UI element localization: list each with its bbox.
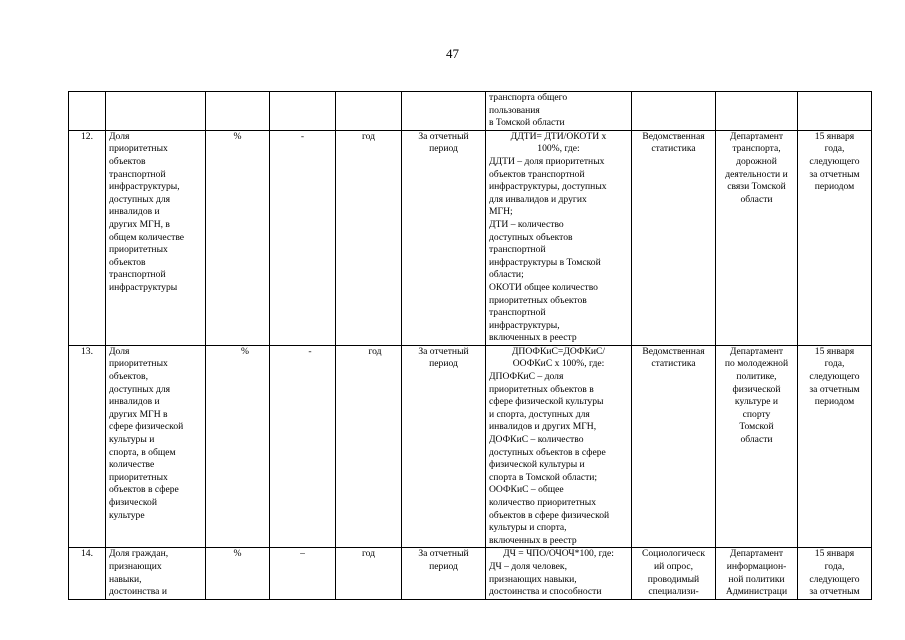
text-line: Ведомственная (642, 345, 705, 357)
text-line: За отчетный (418, 345, 469, 357)
text-line: 100%, где: (537, 143, 580, 155)
period: год (336, 548, 402, 600)
table-row (69, 345, 872, 548)
text-line: ООФКиС – общее (489, 484, 564, 496)
text-line: за отчетным (809, 586, 860, 598)
text-line: Доля граждан, (109, 548, 169, 560)
text-line: доступных объектов (489, 231, 573, 243)
text-line: транспортной (489, 307, 546, 319)
text-line: за отчетным (809, 383, 860, 395)
text-line: ОКОТИ общее количество (489, 281, 598, 293)
text-line: следующего (809, 155, 860, 167)
text-line: других МГН в (109, 408, 168, 420)
text-line: инфраструктуры, (489, 319, 560, 331)
text-line: физической культуры и (489, 459, 585, 471)
text-line: период (429, 143, 458, 155)
text-line: статистика (651, 143, 696, 155)
text-line: области (740, 434, 773, 446)
dynamic: - (270, 345, 336, 548)
text-line: 15 января (814, 345, 855, 357)
text-line: доступных для (109, 383, 171, 395)
text-line: следующего (809, 573, 860, 585)
text-line: спорту (742, 408, 771, 420)
text-line: инфраструктуры (109, 281, 178, 293)
text-line: культуры и (109, 434, 155, 446)
text-line: и спорта, доступных для (489, 408, 590, 420)
text-line: Администраци (725, 586, 788, 598)
text-line: ной политики (728, 573, 785, 585)
text-line: количество приоритетных (489, 497, 597, 508)
text-line: инфраструктуры в Томской (489, 256, 601, 268)
unit: % (206, 130, 270, 345)
text-line: информацион- (726, 560, 787, 572)
row-number: 13. (69, 345, 106, 548)
text-line: достоинства и способности (489, 586, 602, 598)
text-line: приоритетных (109, 143, 168, 155)
text-line: транспортной (109, 269, 166, 281)
text-line: по молодежной (724, 358, 789, 370)
text-line: приоритетных (109, 471, 168, 483)
text-line: ДТИ – количество (489, 218, 564, 230)
text-line: За отчетный (418, 548, 469, 560)
text-line: За отчетный (418, 130, 469, 142)
text-line: физической (732, 383, 781, 395)
text-line: 15 января (814, 548, 855, 560)
period: год (336, 130, 402, 345)
text-line: сфере физической культуры (489, 396, 604, 408)
text-line: Томской (739, 421, 774, 433)
text-line: объектов транспортной (489, 168, 585, 180)
text-line: объектов в сфере (109, 484, 179, 496)
text-line: объектов (109, 256, 146, 268)
text-line: признающих (109, 560, 162, 572)
formula-cell (486, 548, 632, 600)
text-line: периодом (814, 181, 855, 193)
text-line: сфере физической (109, 421, 184, 433)
dynamic: - (270, 130, 336, 345)
text-line: статистика (651, 358, 696, 370)
formula-cell (486, 92, 632, 131)
basis (402, 130, 486, 345)
text-line: количестве (109, 459, 155, 471)
text-line: ДДТИ – доля приоритетных (489, 155, 605, 167)
row-number: 14. (69, 548, 106, 600)
text-line: включенных в реестр (489, 534, 577, 546)
text-line: физической (109, 497, 157, 508)
text-line: Доля (109, 345, 130, 357)
text-line: инвалидов и других МГН, (489, 421, 597, 433)
text-line: транспорта общего (489, 92, 568, 103)
deadline (798, 548, 872, 600)
text-line: пользования (489, 104, 540, 116)
table-row-continuation (69, 92, 872, 131)
text-line: общем количестве (109, 231, 185, 243)
responsible (716, 345, 798, 548)
text-line: объектов (109, 155, 146, 167)
text-line: транспортной (489, 244, 546, 256)
text-line: инфраструктуры, (109, 181, 180, 193)
text-line: Департамент (729, 345, 784, 357)
indicator-name (106, 548, 206, 600)
text-line: доступных объектов в сфере (489, 446, 606, 458)
text-line: области; (489, 269, 524, 281)
text-line: Департамент (729, 548, 784, 560)
text-line: ДОФКиС – количество (489, 434, 584, 446)
text-line: транспортной (109, 168, 166, 180)
basis (402, 548, 486, 600)
unit: % (206, 548, 270, 600)
text-line: для инвалидов и других (489, 193, 587, 205)
indicator-name (106, 345, 206, 548)
text-line: навыки, (109, 573, 142, 585)
indicators-table (68, 91, 872, 600)
text-line: проводимый (647, 573, 700, 585)
text-line: 15 января (814, 130, 855, 142)
text-line: связи Томской (727, 181, 786, 193)
text-line: культуре (109, 509, 145, 521)
text-line: культуры и спорта, (489, 522, 567, 534)
text-line: Доля (109, 130, 130, 142)
text-line: включенных в реестр (489, 332, 577, 344)
text-line: ДПОФКиС – доля (489, 371, 564, 383)
text-line: спорта в Томской области; (489, 471, 598, 483)
text-line: ДЧ = ЧПО/ОЧОЧ*100, где: (503, 548, 614, 560)
formula-cell (486, 130, 632, 345)
text-line: ДЧ – доля человек, (489, 560, 567, 572)
text-line: за отчетным (809, 168, 860, 180)
text-line: политике, (736, 371, 777, 383)
text-line: культуре и (734, 396, 779, 408)
text-line: дорожной (736, 155, 777, 167)
text-line: периодом (814, 396, 855, 408)
text-line: приоритетных объектов в (489, 383, 594, 395)
text-line: период (429, 358, 458, 370)
basis (402, 345, 486, 548)
table-row (69, 130, 872, 345)
text-line: Социологическ (641, 548, 706, 560)
period: год (336, 345, 402, 548)
responsible (716, 548, 798, 600)
text-line: года, (824, 143, 845, 155)
responsible (716, 130, 798, 345)
data-source (632, 345, 716, 548)
text-line: приоритетных объектов (489, 294, 587, 306)
unit: % (206, 345, 270, 548)
text-line: года, (824, 560, 845, 572)
text-line: признающих навыки, (489, 573, 577, 585)
page-number: 47 (446, 46, 459, 61)
text-line: приоритетных (109, 358, 168, 370)
text-line: в Томской области (489, 117, 565, 129)
text-line: объектов в сфере физической (489, 509, 610, 521)
text-line: деятельности и (725, 168, 788, 180)
dynamic: – (270, 548, 336, 600)
text-line: ий опрос, (653, 560, 694, 572)
deadline (798, 130, 872, 345)
text-line: период (429, 560, 458, 572)
text-line: достоинства и (109, 586, 167, 598)
text-line: инфраструктуры, доступных (489, 181, 607, 193)
data-source (632, 130, 716, 345)
text-line: Ведомственная (642, 130, 705, 142)
text-line: спорта, в общем (109, 446, 176, 458)
indicator-name (106, 130, 206, 345)
text-line: ДПОФКиС=ДОФКиС/ (511, 345, 606, 357)
text-line: Департамент (729, 130, 784, 142)
table-row (69, 548, 872, 600)
text-line: следующего (809, 371, 860, 383)
text-line: объектов, (109, 371, 148, 383)
text-line: области (740, 193, 773, 205)
text-line: года, (824, 358, 845, 370)
data-source (632, 548, 716, 600)
text-line: инвалидов и (109, 206, 160, 218)
text-line: других МГН, в (109, 218, 170, 230)
text-line: специализи- (648, 586, 699, 598)
formula-cell (486, 345, 632, 548)
text-line: доступных для (109, 193, 171, 205)
text-line: ДДТИ= ДТИ/ОКОТИ х (510, 130, 607, 142)
text-line: приоритетных (109, 244, 168, 256)
text-line: транспорта, (732, 143, 781, 155)
text-line: МГН; (489, 206, 513, 218)
deadline (798, 345, 872, 548)
text-line: ООФКиС х 100%, где: (512, 358, 605, 370)
text-line: инвалидов и (109, 396, 160, 408)
row-number: 12. (69, 130, 106, 345)
